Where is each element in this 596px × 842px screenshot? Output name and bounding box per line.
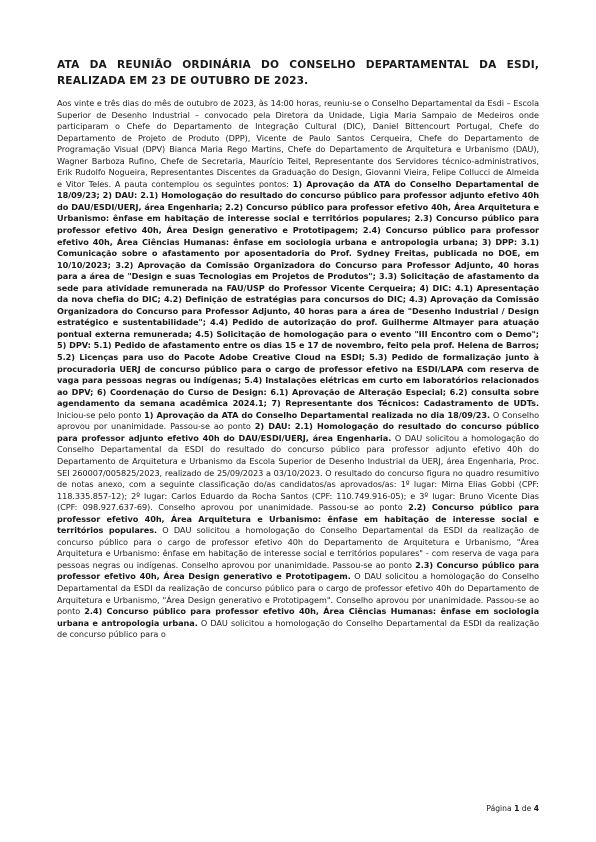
page-of: de [521, 804, 532, 813]
document-title: ATA DA REUNIÃO ORDINÁRIA DO CONSELHO DEPARTAMENTAL DA ESDI, REALIZADA EM 23 DE OUTUBRO DE 2023. [57, 59, 539, 87]
page-total: 4 [533, 804, 539, 813]
body-bold-segment: 2.3) Concurso público para professor efetivo 40h, Área Design generativo e Prototipagem. [57, 559, 539, 582]
body-bold-segment: 2) DAU: 2.1) Homologação do resultado do concurso público para professor adjunto efetivo 40h do DAU/ESDI/UERJ, área Engenharia. [57, 421, 539, 443]
body-bold-segment: 2.4) Concurso público para professor efetivo 40h, Área Ciências Humanas: ênfase em sociologia urbana e antropologia urbana. [57, 606, 539, 628]
body-text-segment: Aos vinte e três dias do mês de outubro de 2023, às 14:00 horas, reuniu-se o Conselho Departamental da Esdi – Escola Superior de Desenho Industrial – convocado pela Diretora da Unidade, Ligia Maria Sampaio de Medeiros onde participaram o Chefe do Departamento de Integração Cultural (DIC), Daniel Bittencourt Portugal, Chefe do Departamento de Projeto de Produto (DPP), Vicente de Paulo Santos Cerqueira, Chefe do Departamento de Programação Visual (DPV) Bianca Maria Rego Martins, Chefe do Departamento de Arquitetura e Urbanismo (DAU), Wagner Barboza Rufino, Chefe de Secretaria, Maurício Teitel, Representante dos Servidores técnico-administrativos, Erik Rudolfo Nogueira, Representantes Discentes da Graduação do Design, Giovanni Vieira, Felipe Collucci de Almeida e Vitor Teles. A pauta contemplou os seguintes pontos: [57, 98, 539, 189]
page-label: Página [486, 804, 512, 813]
body-text-segment: O DAU solicitou a homologação do Conselho Departamental da ESDI do resultado do concurso público para professor adjunto efetivo 40h do Departamento de Arquitetura e Urbanismo da Escola Superior de Desenho Industrial da UERJ, área Engenharia, Proc. SEI 260007/005825/2023, realizado de 25/09/2023 a 03/10/2023. O resultado do concurso figura no quadro resumitivo de notas anexo, com a seguinte classificação do/as candidatos/as aprovados/as: 1º lugar: Mirna Elias Gobbi (CPF: 118.335.857-12); 2º lugar: Carlos Eduardo da Rocha Santos (CPF: 110.749.916-05); e 3º lugar: Bruno Vicente Dias (CPF: 098.927.637-69). Conselho aprovou por unanimidade. Passou-se ao ponto [57, 432, 539, 513]
body-text-segment: Iniciou-se pelo ponto [57, 409, 145, 420]
body-text-segment: O DAU solicitou a homologação do Conselho Departamental da ESDI da realização de concurso público para o cargo de professor efetivo 40h do Departamento de Arquitetura e Urbanismo, "Área Design generativo e Prototipagem". Conselho aprovou por unanimidade. Passou-se ao ponto [57, 571, 539, 617]
page-current: 1 [514, 804, 520, 813]
body-text-segment: O DAU solicitou a homologação do Conselho Departamental da ESDI da realização de concurso público para o [57, 617, 539, 640]
body-bold-segment: 1) Aprovação da ATA do Conselho Departamental realizada no dia 18/09/23. [144, 409, 491, 420]
body-bold-segment: 1) Aprovação da ATA do Conselho Departamental de 18/09/23; 2) DAU: 2.1) Homologação do resultado do concurso público para professor adjunto efetivo 40h do DAU/ESDI/UERJ, área Engenharia; 2.2) Concurso público para professor efetivo 40h, Área Arquitetura e Urbanismo: ênfase em habitação de interesse social e territórios populares; 2.3) Concurso público para professor efetivo 40h, Área Design generativo e Prototipagem; 2.4) Concurso público para professor efetivo 40h, Área Ciências Humanas: ênfase em sociologia urbana e antropologia urbana; 3) DPP: 3.1) Comunicação sobre o afastamento por aposentadoria do Prof. Sydney Freitas, publicada no DOE, em 10/10/2023; 3.2) Aprovação da Comissão Organizadora do Concurso para Professor Adjunto, 40 horas para a área de "Design e suas Tecnologias em Projetos de Produtos"; 3.3) Solicitação de afastamento da sede para atividade remunerada na FAU/USP do Professor Vicente Cerqueira; 4) DIC: 4.1) Apresentação da nova chefia do DIC; 4.2) Definição de estratégias para concursos do DIC; 4.3) Aprovação da Comissão Organizadora do Concurso para Professor Adjunto, 40 horas para a área de "Desenho Industrial / Design estratégico e sustentabilidade"; 4.4) Pedido de autorização do prof. Guilherme Altmayer para atuação pontual externa remunerada; 4.5) Solicitação de homologação para o evento "III Encontro com o Demo"; 5) DPV: 5.1) Pedido de afastamento entre os dias 15 e 17 de novembro, feito pela prof. Helena de Barros; 5.2) Licenças para uso do Pacote Adobe Creative Cloud na ESDI; 5.3) Pedido de formalização junto à procuradoria UERJ de concurso público para o cargo de professor efetivo na ESDI/LAPA com reserva de vaga para pessoas negras ou indígenas; 5.4) Instalações elétricas em curto em laboratórios relacionados ao DPV; 6) Coordenação do Curso de Design: 6.1) Aprovação de Alteração Especial; 6.2) consulta sobre agendamento da semana acadêmica 2024.1; 7) Representante dos Técnicos: Cadastramento de UDTs. [57, 178, 540, 409]
body-bold-segment: 2.2) Concurso público para professor efetivo 40h, Área Arquitetura e Urbanismo: ênfase em habitação de interesse social e territórios populares. [57, 502, 539, 536]
body-text-segment: O DAU solicitou a homologação do Conselho Departamental da ESDI da realização de concurso público para o cargo de professor efetivo 40h do Departamento de Arquitetura e Urbanismo, "Área Arquitetura e Urbanismo: ênfase em habitação de interesse social e territórios populares" - com reserva de vaga para pessoas negras ou indígenas. Conselho aprovou por unanimidade. Passou-se ao ponto [57, 525, 539, 570]
body-text-segment: O Conselho aprovou por unanimidade. Passou-se ao ponto [57, 409, 540, 432]
page-number [486, 804, 539, 813]
document-body [57, 98, 539, 641]
